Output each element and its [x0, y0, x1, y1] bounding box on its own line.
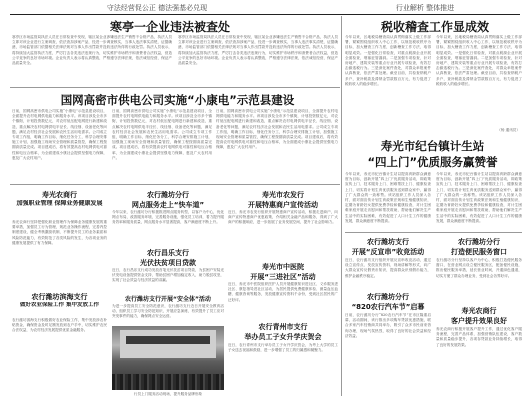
article-5-title: 寿光市中医院 [262, 263, 304, 271]
article-2-body: 今年以来，区地税局稽查局认真贯彻落实上级工作部署，紧紧围绕组织收入中心工作，以规范税收秩序为目标，加大稽查工作力度，创新稽查工作方法，取得明显成效。一是强化日常检查，对重点税源企业开展全面检查，堵塞征管漏洞。二是加强专项检查，针对房地产、建筑安装等重点行业开展专项检查，有效打击偷逃税行为。三是深化案件查处，对群众举报案件认真核查，依法严肃处理。截至目前，共检查纳税户多户，查补税款及滞纳金罚款数百万元，有力促进了税收收入的稳步增长。 [345, 35, 431, 86]
article-11-subtitle: 开展“反宣串”收竞活动 [351, 248, 425, 256]
article-8-subtitle: 网点服务走上“快车道” [131, 201, 205, 209]
article-5-body: 近日，寿光市中医院组织医护人员开展健康知识进社区、义诊服务进社区、康复指导进社区活动，为居民提供免费健康体检、测量血压血糖、健康咨询等服务，发放健康宣传资料千余份，受到社区居民的广泛好评。 [228, 282, 338, 302]
article-7-subtitle: 加强职业管理 保障业务健康发展 [16, 200, 103, 207]
article-5-subtitle: 开展“三进社区”活动 [250, 273, 316, 281]
article-6-body: 为进一步提高员工安全防范意识，农行潍坊支行近日开展安全教育活动，组织员工学习安全防范知识，开展应急演练，有效提升了员工应对突发事件的能力，确保网点安全运营。 [112, 304, 224, 319]
article-6-title: 农行潍坊支行开展“安全体”活动 [125, 296, 211, 303]
article-7-title: 寿光农商行 [42, 191, 77, 199]
article-15-body: 农行潍坊滨海支行积极做好农业保险工作，集中发放涉农补贴资金，确保资金及时足额发放到农户手中，切实维护农民合法权益，为农村经济发展提供优质金融服务。 [12, 318, 107, 333]
divider-v1 [341, 16, 342, 396]
article-3-body-col3: 日前，国网高密市供电公司实施“小康电”示范县建设项目，全面提升农村电网供电能力和服务水平。该项目涉及全市多个镇街，计划投资数亿元，对农村低压配电网进行新建和改造，重点解决农村电网供电半径长、线径细、设备老化等问题，满足农村经济社会发展和农民生活用电需求。公司成立专项工作组，明确工作目标，细化任务分工，科学合理安排施工计划，加强施工现场安全管理和质量管控，确保工程按期高质量完成。项目建成后，将有效提高农村电网供电可靠性和电压合格率，为全面建成小康社会提供坚强电力保障，惠及广大农村用户。 [216, 109, 338, 150]
article-1-body: 寒亭区市场监管局执法人员在日常检查中发现，辖区某企业涉嫌违法生产销售不合格产品，执法人员立即对该企业进行立案调查，依法查扣涉案产品，经进一步调查核实，当事人违法事实清楚，证据确凿，市场监管部门依据相关法律法规对当事人作出罚款并没收违法所得的行政处罚。执法人员表示，将持续加大监管执法力度，严厉打击各类违法违规行为，切实维护市场秩序和消费者合法权益，营造公平竞争的良好市场环境。企业负责人表示将认真整改，严格遵守法律法规，依法诚信经营，保证产品质量安全。 [12, 35, 172, 66]
article-9-body: 近日，寿光市农发行组织开展特惠商户宣传活动，积极走进商户，向商户宣传特惠商户优惠政策，介绍相关金融产品和服务，得到了广大商户的积极响应，进一步拓展了业务发展空间，提升了社会影响力。 [228, 210, 338, 225]
article-2-signature: （杨 通讯员） [497, 128, 520, 132]
divider-h3 [345, 232, 522, 233]
article-14-subtitle: 客户提升效果良好 [451, 317, 507, 325]
article-9-subtitle: 开展特惠商户宣传活动 [248, 201, 318, 209]
article-4-body-col2: 今年以来，寿光市纪台镇计生站以提高育龄群众满意度为目标，创新开展“四上门”优质服务活动，即政策宣传上门、技术服务上门、困难帮扶上门、健康检查上门，切实将计划生育优质服务送到群众家中，赢得了广大群众的一致称赞。该站组织工作人员深入各村，面对面宣传计划生育政策法规和生殖健康知识，定期为育龄妇女提供免费孕检和健康检查，对计生困难家庭开展走访慰问和帮扶救助，帮助他们解决生产生活中的实际困难，有效促进了人口计生工作的健康发展，群众满意度不断提高。 [436, 172, 522, 223]
article-16-subtitle: 举办员工子女升学庆贺会 [244, 333, 322, 341]
article-12-subtitle: “820农行汽车节”启幕 [351, 303, 425, 311]
article-13-title: 农行昌乐支行 [147, 249, 189, 257]
masthead-rule [10, 14, 520, 15]
article-2-body-col2: 今年以来，区地税局稽查局认真贯彻落实上级工作部署，紧紧围绕组织收入中心工作，以规范税收秩序为目标，加大稽查工作力度，创新稽查工作方法，取得明显成效。一是强化日常检查，对重点税源企业开展全面检查，堵塞征管漏洞。二是加强专项检查，针对房地产、建筑安装等重点行业开展专项检查，有效打击偷逃税行为。三是深化案件查处，对群众举报案件认真核查，依法严肃处理。截至目前，共检查纳税户多户，查补税款及滞纳金罚款数百万元，有力促进了税收收入的稳步增长。 [436, 35, 522, 86]
article-16-body: 近日，农行青州市支行举办员工子女升学庆贺会，为考上大学的员工子女送去祝福和鼓励，进一步增强了员工的归属感和凝聚力。 [228, 343, 338, 353]
article-7-body: 寿光农商行坚持把强化职业管理作为保障业务健康发展的重要举措，加强员工行为管理，规范业务操作流程，完善内控制度建设，健全考核激励机制，不断提升员工的业务素质和风险防范能力，有效防范了各类风险的发生，为各项业务的健康发展提供了有力保障。 [12, 220, 107, 245]
article-13-subtitle: 光伏扶贫项目贷款 [140, 259, 196, 267]
article-14-title: 寿光农商行 [461, 307, 497, 315]
masthead-right: 行业解析 整体推进 [395, 4, 455, 12]
article-3-body-col2: 日前，国网高密市供电公司实施“小康电”示范县建设项目，全面提升农村电网供电能力和服务水平。该项目涉及全市多个镇街，计划投资数亿元，对农村低压配电网进行新建和改造，重点解决农村电网供电半径长、线径细、设备老化等问题，满足农村经济社会发展和农民生活用电需求。公司成立专项工作组，明确工作目标，细化任务分工，科学合理安排施工计划，加强施工现场安全管理和质量管控，确保工程按期高质量完成。项目建成后，将有效提高农村电网供电可靠性和电压合格率，为全面建成小康社会提供坚强电力保障，惠及广大农村用户。 [112, 109, 212, 160]
photo-caption: 行员上门服务活动现场，提升服务品牌形象 [133, 392, 203, 396]
article-4-title: 寿光市纪台镇计生站 [380, 139, 485, 153]
article-3-title: 国网高密市供电公司实施“小康电”示范县建设 [60, 93, 295, 107]
news-photo [112, 326, 224, 390]
article-1-title: 寒亭一企业违法被查处 [109, 20, 230, 34]
photo-banner [126, 336, 210, 344]
article-4-body: 今年以来，寿光市纪台镇计生站以提高育龄群众满意度为目标，创新开展“四上门”优质服务活动，即政策宣传上门、技术服务上门、困难帮扶上门、健康检查上门，切实将计划生育优质服务送到群众家中，赢得了广大群众的一致称赞。该站组织工作人员深入各村，面对面宣传计划生育政策法规和生殖健康知识，定期为育龄妇女提供免费孕检和健康检查，对计生困难家庭开展走访慰问和帮扶救助，帮助他们解决生产生活中的实际困难，有效促进了人口计生工作的健康发展，群众满意度不断提高。 [345, 172, 431, 223]
article-10-subtitle: 打造便民服务窗口 [451, 248, 507, 256]
photo-crowd [112, 374, 224, 390]
article-16-title: 农行青州市支行 [258, 323, 308, 331]
article-14-body: 寿光农商行积极开展客户提升工作，通过优化客户服务流程，完善产品体系，加强营销队伍建设，客户数量和质量稳步提升，各项存贷款业务持续增长，取得了良好的发展效果。 [436, 327, 522, 347]
article-8-title: 农行潍坊分行 [147, 191, 189, 199]
divider-h2 [10, 184, 340, 185]
divider-h1 [10, 87, 340, 88]
article-15-title: 农行潍坊滨海支行 [31, 293, 88, 301]
article-3-body: 日前，国网高密市供电公司实施“小康电”示范县建设项目，全面提升农村电网供电能力和服务水平。该项目涉及全市多个镇街，计划投资数亿元，对农村低压配电网进行新建和改造，重点解决农村电网供电半径长、线径细、设备老化等问题，满足农村经济社会发展和农民生活用电需求。公司成立专项工作组，明确工作目标，细化任务分工，科学合理安排施工计划，加强施工现场安全管理和质量管控，确保工程按期高质量完成。项目建成后，将有效提高农村电网供电可靠性和电压合格率，为全面建成小康社会提供坚强电力保障，惠及广大农村用户。 [12, 109, 107, 160]
article-13-body: 近日，农行昌乐支行成功发放首笔光伏扶贫项目贷款，为贫困户安装光伏发电设备提供资金支持，帮助贫困户增加稳定收入，助力脱贫攻坚，实现了社会效益与经济效益的双赢。 [112, 268, 224, 283]
article-1-body-col2: 寒亭区市场监管局执法人员在日常检查中发现，辖区某企业涉嫌违法生产销售不合格产品，执法人员立即对该企业进行立案调查，依法查扣涉案产品，经进一步调查核实，当事人违法事实清楚，证据确凿，市场监管部门依据相关法律法规对当事人作出罚款并没收违法所得的行政处罚。执法人员表示，将持续加大监管执法力度，严厉打击各类违法违规行为，切实维护市场秩序和消费者合法权益，营造公平竞争的良好市场环境。企业负责人表示将认真整改，严格遵守法律法规，依法诚信经营，保证产品质量安全。 [178, 35, 338, 66]
article-11-body: 近日，农行潍坊支行组织开展反宣串收竞活动，通过设立宣传点、发放宣传资料、现场讲解等形式，向广大群众宣传反假货币知识，提高群众识别假币能力，维护金融秩序稳定。 [345, 258, 431, 278]
masthead-left: 守法经营促公正 德法强基必兑现 [106, 4, 208, 12]
article-8-body: 今年以来，农行潍坊分行积极推进网点服务转型，以客户为中心，优化网点布局，改善服务环境，完善服务设施，强化员工培训，着力提升服务效率和服务质量，网点服务水平显著提高，客户满意度不断上升。 [112, 210, 224, 225]
article-11-title: 农行潍坊支行 [367, 238, 409, 246]
article-10-body: 农行潍坊分行坚持以客户为中心，积极打造便民服务窗口，在营业网点设立便民服务区，配备便民设施，推出便民服务举措，延长营业时间，开通绿色通道，切实方便了群众办理业务，受到社会各界好评。 [436, 258, 522, 278]
article-10-title: 农行潍坊分行 [458, 238, 500, 246]
photo-building [120, 330, 216, 358]
article-2-title: 税收稽查工作显成效 [380, 20, 489, 34]
article-12-title: 农行潍坊分行 [367, 293, 409, 301]
article-12-body: 日前，农行潍坊分行“820农行汽车节”在市区隆重启幕，活动期间，该行推出多项购车贷款优惠措施，联合多家汽车经销商共同举办，吸引了众多市民前来咨询办理，现场气氛热烈，取得了良好的社会效益和经济效益。 [345, 313, 431, 338]
article-4-subtitle: “四上门”优质服务赢赞誉 [367, 155, 498, 169]
article-15-subtitle: 做好农业保险工作 集中发放工作 [20, 302, 99, 308]
article-9-title: 寿光市农发行 [262, 191, 304, 199]
